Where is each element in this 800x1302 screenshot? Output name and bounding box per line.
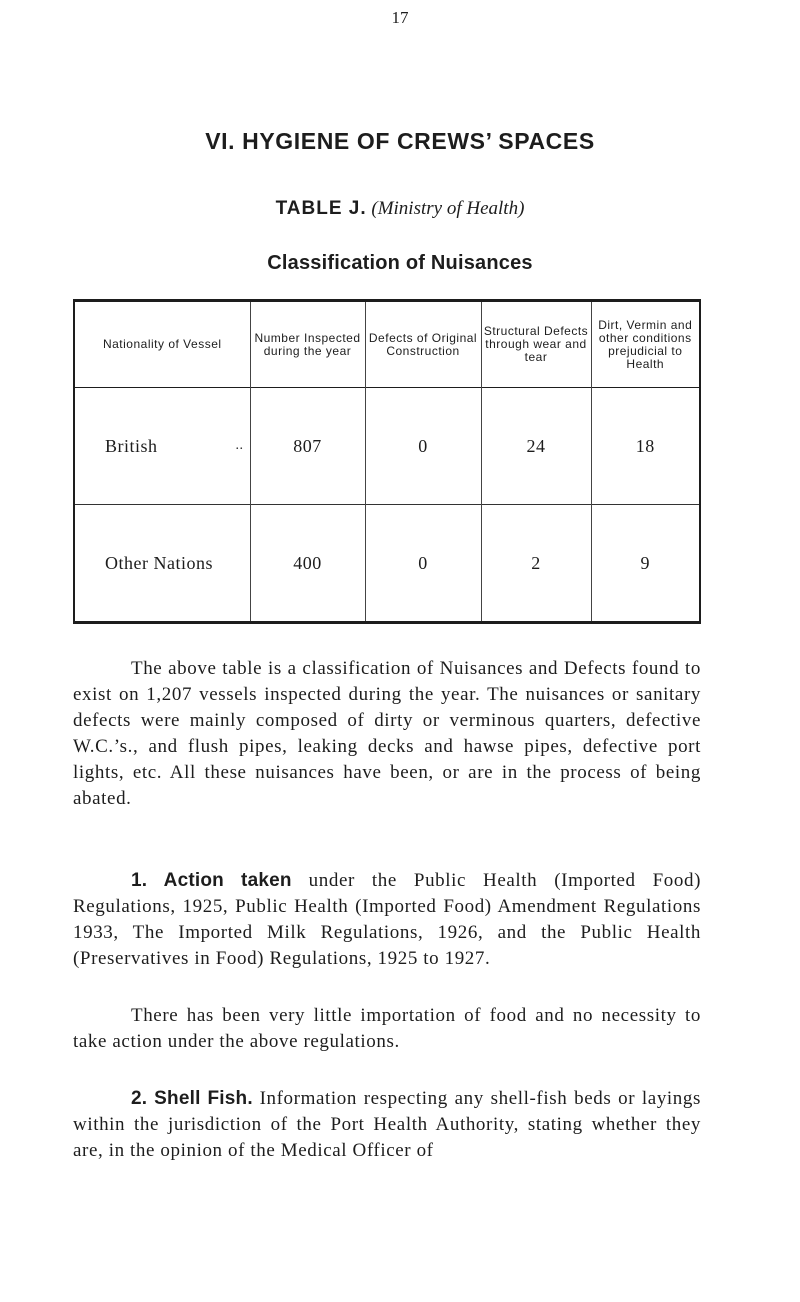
- header-nationality: Nationality of Vessel: [102, 337, 222, 351]
- cell-original: 0: [365, 388, 481, 505]
- dot-leader: ..: [235, 438, 244, 453]
- paragraph-shell-fish: [73, 1086, 701, 1164]
- cell-original: 0: [365, 505, 481, 623]
- cell-wear: 2: [481, 505, 591, 623]
- action-taken-body: under the Public Health (Imported Food) Regulations, 1925, Public Health (Imported Food) Amendment Regulations 1933, The Imported Milk Regulations, 1926, and the Public Health (Preservatives in Food) Regulations, 1925 to 1927.: [73, 870, 701, 969]
- header-number-inspected: Number Inspected during the year: [250, 301, 365, 388]
- cell-inspected: 400: [250, 505, 365, 623]
- table-header-row: [74, 301, 700, 388]
- paragraph-summary: The above table is a classification of Nuisances and Defects found to exist on 1,207 vessels inspected during the year. The nuisances or sanitary defects were mainly composed of dirty or verminous quarters, defective W.C.’s., and flush pipes, leaking decks and hawse pipes, defective port lights, etc. All these nuisances have been, or are in the process of being abated.: [73, 658, 701, 809]
- nuisance-table: [73, 299, 701, 624]
- cell-nationality: [74, 388, 250, 505]
- section-title: VI. HYGIENE OF CREWS’ SPACES: [205, 128, 595, 154]
- cell-nationality: [74, 505, 250, 623]
- table-source: (Ministry of Health): [371, 198, 525, 219]
- header-structural-defects: Structural Defects through wear and tear: [481, 301, 591, 388]
- shell-fish-heading: 2. Shell Fish.: [131, 1088, 253, 1109]
- table-row: [74, 505, 700, 623]
- action-taken-heading: 1. Action taken: [131, 870, 292, 891]
- nationality-text: Other Nations: [105, 552, 213, 573]
- cell-inspected: 807: [250, 388, 365, 505]
- page-number: 17: [391, 8, 409, 27]
- table-label: TABLE J.: [275, 198, 367, 219]
- shell-fish-body: Information respecting any shell-fish beds or layings within the jurisdiction of the Port Health Authority, stating whether they are, in the opinion of the Medical Officer of: [73, 1088, 701, 1161]
- cell-dirt: 18: [591, 388, 700, 505]
- table-title: [0, 198, 800, 220]
- paragraph-importation: There has been very little importation of food and no necessity to take action under the above regulations.: [73, 1005, 701, 1052]
- nationality-text: British: [105, 435, 158, 456]
- paragraph-action-taken: [73, 868, 701, 972]
- header-dirt-vermin: Dirt, Vermin and other conditions prejudicial to Health: [591, 301, 700, 388]
- cell-dirt: 9: [591, 505, 700, 623]
- classification-title: Classification of Nuisances: [267, 252, 533, 274]
- cell-wear: 24: [481, 388, 591, 505]
- header-original-construction: Defects of Original Construction: [365, 301, 481, 388]
- table-row: [74, 388, 700, 505]
